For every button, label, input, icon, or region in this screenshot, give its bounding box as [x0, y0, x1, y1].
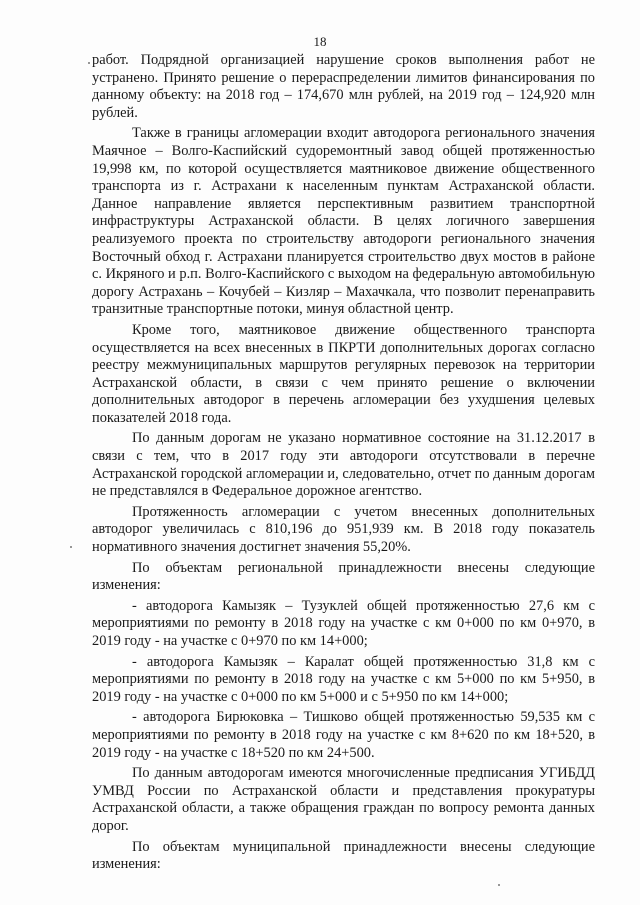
page-number: 18 [313, 34, 327, 49]
paragraph-2: Также в границы агломерации входит автодорога регионального значения Маячное – Волго-Каспийский судоремонтный завод общей протяженностью 19,998 км, по которой осуществляется маятниковое движение общественного транспорта из г. Астрахани к населенным пунктам Астраханской области. Данное направление является перспективным развитием транспортной инфраструктуры Астраханской области. В целях логичного завершения реализуемого проекта по строительству автодороги регионального значения Восточный обход г. Астрахани планируется строительство двух мостов в районе с. Икряного и р.п. Волго-Каспийского с выходом на федеральную автомобильную дорогу Астрахань – Кочубей – Кизляр – Махачкала, что позволит перенаправить транзитные транспортные потоки, минуя областной центр. [92, 125, 595, 318]
document-body [92, 52, 595, 877]
scan-speck [70, 546, 72, 548]
scan-speck [498, 884, 500, 886]
paragraph-1: работ. Подрядной организацией нарушение сроков выполнения работ не устранено. Принято решение о перераспределении лимитов финансирования по данному объекту: на 2018 год – 174,670 млн рублей, на 2019 год – 124,920 млн рублей. [92, 52, 595, 121]
paragraph-5: Протяженность агломерации с учетом внесенных дополнительных автодорог увеличилась с 810,196 до 951,939 км. В 2018 году показатель нормативного значения достигнет значения 55,20%. [92, 503, 595, 556]
paragraph-6: По объектам региональной принадлежности внесены следующие изменения: [92, 559, 595, 594]
paragraph-3: Кроме того, маятниковое движение общественного транспорта осуществляется на всех внесенных в ПКРТИ дополнительных дорогах согласно реестру межмуниципальных маршрутов регулярных перевозок на территории Астраханской области, в связи с чем принято решение о включении дополнительных автодорог в перечень агломерации без ухудшения целевых показателей 2018 года. [92, 321, 595, 426]
list-item-road-3: - автодорога Бирюковка – Тишково общей протяженностью 59,535 км с мероприятиями по ремонту в 2018 году на участке с км 8+620 по км 18+520, в 2019 году - на участке с 18+520 по км 24+500. [92, 709, 595, 761]
paragraph-7: По данным автодорогам имеются многочисленные предписания УГИБДД УМВД России по Астраханской области и представления прокуратуры Астраханской области, а также обращения граждан по вопросу ремонта данных дорог. [92, 765, 595, 834]
paragraph-8: По объектам муниципальной принадлежности внесены следующие изменения: [92, 838, 595, 873]
paragraph-4: По данным дорогам не указано нормативное состояние на 31.12.2017 в связи с тем, что в 2017 году эти автодороги отсутствовали в перечне Астраханской городской агломерации и, следовательно, отчет по данным дорогам не представлялся в Федеральное дорожное агентство. [92, 430, 595, 500]
list-item-road-2: - автодорога Камызяк – Каралат общей протяженностью 31,8 км с мероприятиями по ремонту в 2018 году на участке с км 5+000 по км 5+950, в 2019 году - на участке с 0+000 по км 5+000 и с 5+950 по км 14+000; [92, 653, 595, 705]
list-item-road-1: - автодорога Камызяк – Тузуклей общей протяженностью 27,6 км с мероприятиями по ремонту в 2018 году на участке с км 0+000 по км 0+970, в 2019 году - на участке с 0+970 по км 14+000; [92, 597, 595, 649]
scan-speck [88, 62, 90, 64]
